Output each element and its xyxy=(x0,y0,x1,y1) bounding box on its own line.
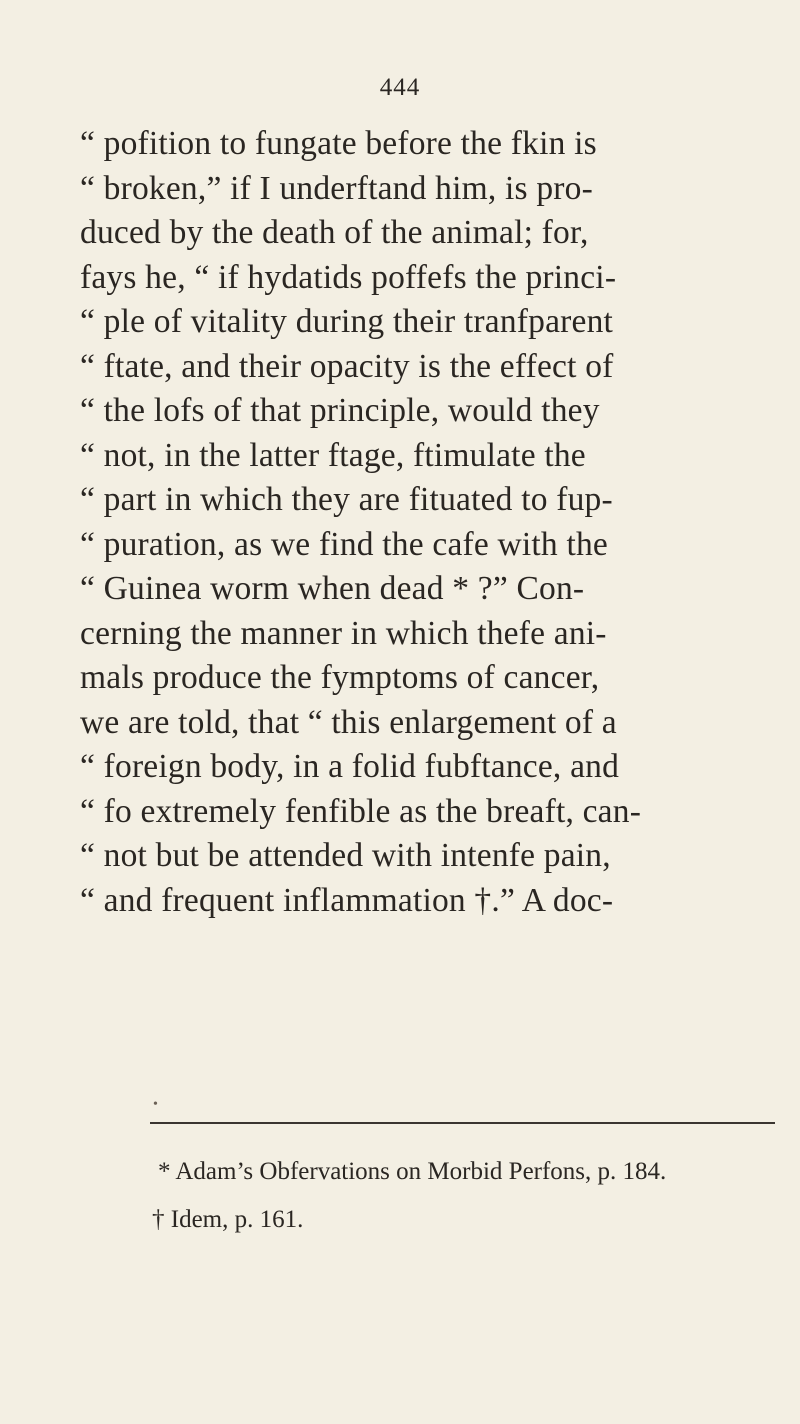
text-line: “ puration, as we find the cafe with the xyxy=(80,525,608,563)
text-line: “ ftate, and their opacity is the effect of xyxy=(80,347,614,385)
text-line: “ Guinea worm when dead * ?” Con- xyxy=(80,570,585,607)
text-line: “ broken,” if I underftand him, is pro- xyxy=(80,169,593,207)
footnotes xyxy=(150,1148,780,1244)
text-line: “ not but be attended with intenfe pain, xyxy=(80,837,611,874)
footnote-divider xyxy=(150,1122,775,1124)
page-number: 444 xyxy=(379,74,421,101)
footnote: † Idem, p. 161. xyxy=(152,1206,304,1233)
text-line: “ the lofs of that principle, would they xyxy=(80,392,600,429)
text-line: mals produce the fymptoms of cancer, xyxy=(80,659,600,696)
text-line: “ not, in the latter ftage, ftimulate the xyxy=(80,436,586,474)
text-line: “ foreign body, in a folid fubftance, and xyxy=(80,748,620,785)
text-line: “ part in which they are fituated to fup- xyxy=(80,481,613,518)
footnote: * Adam’s Obfervations on Morbid Perfons, p. 184. xyxy=(158,1158,667,1185)
body-text xyxy=(80,122,780,923)
text-line: “ ple of vitality during their tranfparent xyxy=(80,303,614,340)
text-line: “ fo extremely fenfible as the breaft, can- xyxy=(80,792,642,830)
text-line: cerning the manner in which thefe ani- xyxy=(80,614,607,652)
text-line: duced by the death of the animal; for, xyxy=(80,214,589,251)
text-line: fays he, “ if hydatids poffefs the princi- xyxy=(80,258,617,296)
text-line: we are told, that “ this enlargement of a xyxy=(80,703,617,741)
text-line: “ pofition to fungate before the fkin is xyxy=(80,125,597,162)
marginal-mark: • xyxy=(153,1097,158,1112)
text-line: “ and frequent inflammation †.” A doc- xyxy=(80,881,614,919)
